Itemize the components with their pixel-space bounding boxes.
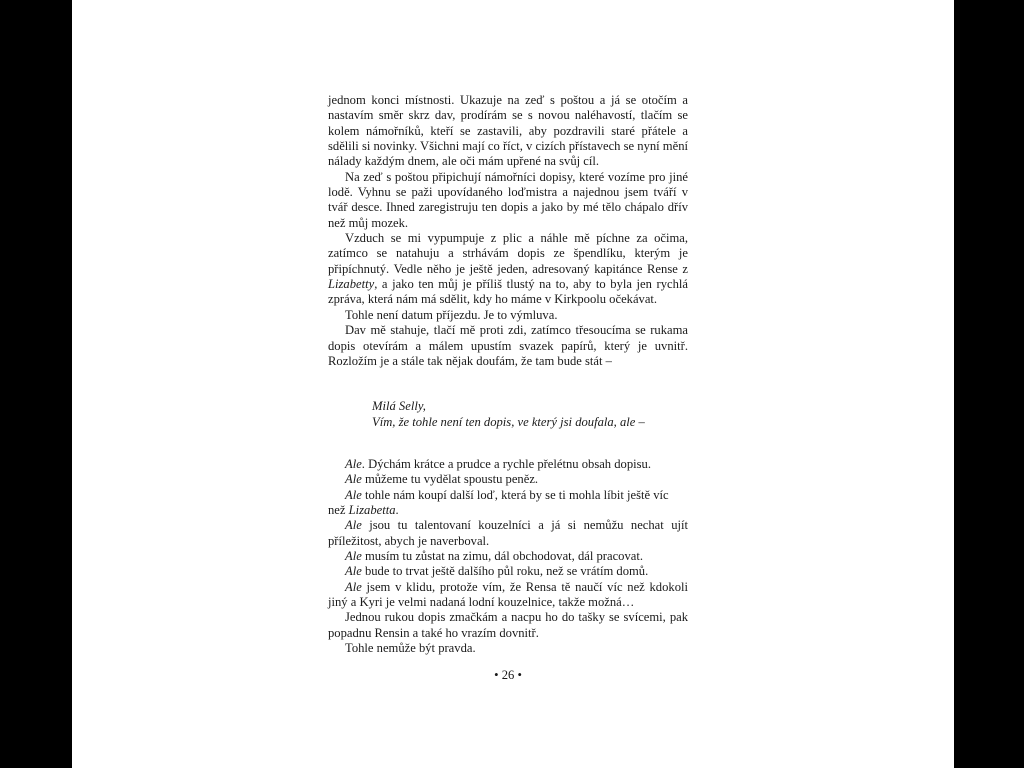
ale-word: Ale (345, 487, 362, 502)
ale-text: jsem v klidu, protože vím, že Rensa tě naučí víc než kdokoli jiný a Kyri je velmi nadaná lodní kouzelnice, takže možná… (328, 579, 688, 609)
ale-text-end: . (395, 502, 399, 517)
ale-paragraph-6 (328, 564, 688, 579)
paragraph-3-part-2: , a jako ten můj je příliš tlustý na to, aby to byla jen rychlá zpráva, která nám má sdělit, kdy ho máme v Kirkpoolu očekávat. (328, 277, 688, 307)
paragraph-after-1: Jednou rukou dopis zmačkám a nacpu ho do tašky se svícemi, pak popadnu Rensin a také ho vrazím dovnitř. (328, 610, 688, 640)
ale-paragraph-7 (328, 580, 688, 611)
ale-paragraph-3 (328, 488, 688, 519)
ale-text: jsou tu talentovaní kouzelníci a já si nemůžu nechat ujít příležitost, abych je naverboval. (328, 518, 688, 548)
ale-text: . Dýchám krátce a prudce a rychle přelétnu obsah dopisu. (361, 456, 651, 471)
paragraph-3-part-1: Vzduch se mi vypumpuje z plic a náhle mě píchne za očima, zatímco se natahuju a strhávám dopis ze špendlíku, kterým je připíchnutý. Vedle něho je ještě jeden, adresovaný kapitánce Rense z (328, 231, 688, 276)
ale-paragraph-2 (328, 472, 688, 487)
ale-paragraph-1 (328, 457, 688, 472)
ale-text: musím tu zůstat na zimu, dál obchodovat, dál pracovat. (361, 548, 643, 563)
ale-word: Ale (345, 518, 362, 533)
ale-word: Ale (345, 579, 362, 594)
ale-text: tohle nám koupí další loď, která by se ti mohla líbit ještě víc než (328, 487, 669, 517)
letter-excerpt (372, 399, 688, 430)
ale-word: Ale (345, 548, 362, 563)
book-page (72, 0, 954, 768)
ale-text: můžeme tu vydělat spoustu peněz. (361, 472, 539, 487)
page-body (328, 93, 688, 656)
letter-line: Vím, že tohle není ten dopis, ve který jsi doufala, ale – (372, 414, 645, 429)
paragraph-after-2: Tohle nemůže být pravda. (345, 641, 476, 655)
ale-paragraph-5 (328, 549, 688, 564)
ship-name: Lizabetta (348, 502, 396, 517)
paragraph-1: jednom konci místnosti. Ukazuje na zeď s poštou a já se otočím a nastavím směr skrz dav, prodírám se s novou naléhavostí, tlačím se kolem námořníků, kteří se zastavili, aby pozdravili staré přátele a sdělili si novinky. Všichni mají co říct, v cizích přístavech se nyní mění nálady každým dnem, ale oči mám upřené na svůj cíl. (328, 93, 688, 169)
ale-word: Ale (345, 472, 362, 487)
page-number: • 26 • (494, 668, 522, 682)
ship-name: Lizabetty (328, 277, 375, 292)
paragraph-4: Tohle není datum příjezdu. Je to výmluva. (345, 307, 558, 322)
ale-word: Ale (345, 564, 362, 579)
letter-salutation: Milá Selly, (372, 399, 426, 414)
paragraph-3 (328, 231, 688, 308)
ale-word: Ale (345, 456, 362, 471)
ale-paragraph-4 (328, 518, 688, 549)
ale-text: bude to trvat ještě dalšího půl roku, než se vrátím domů. (361, 564, 649, 579)
paragraph-2: Na zeď s poštou připichují námořníci dopisy, které vozíme pro jiné lodě. Vyhnu se paži upovídaného loďmistra a najednou jsem tváří v tvář desce. Ihned zaregistruju ten dopis a jako by mé tělo chápalo dřív než můj mozek. (328, 169, 688, 230)
paragraph-5: Dav mě stahuje, tlačí mě proti zdi, zatímco třesoucíma se rukama dopis otevírám a málem upustím svazek papírů, který je uvnitř. Rozložím je a stále tak nějak doufám, že tam bude stát – (328, 323, 688, 368)
